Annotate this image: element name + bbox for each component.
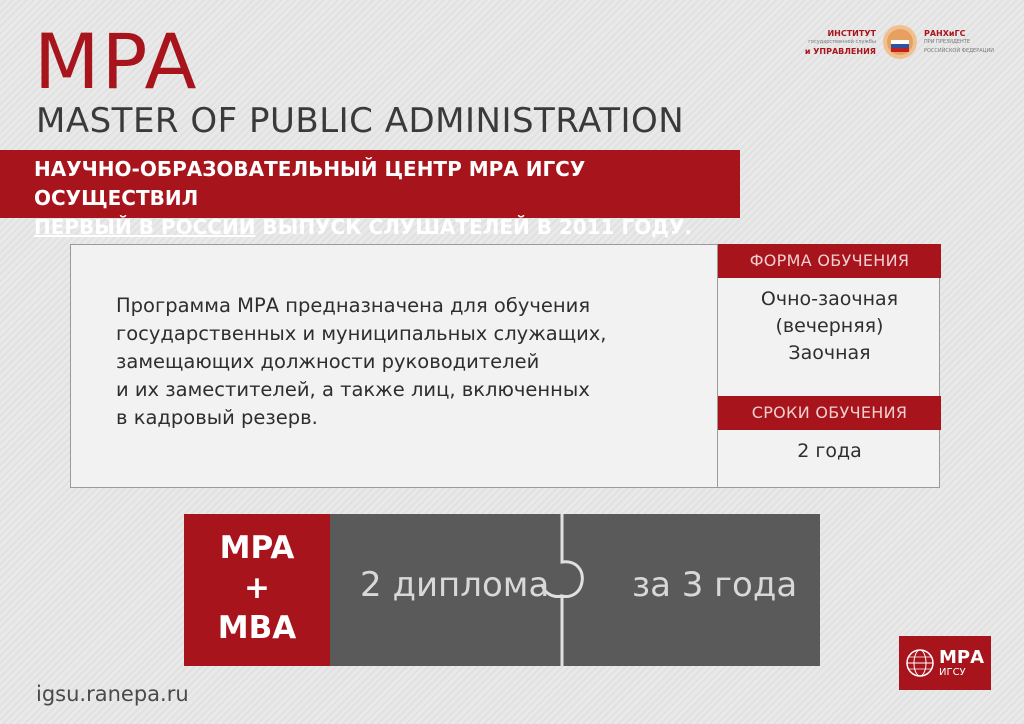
footer-url-link[interactable]: igsu.ranepa.ru <box>36 682 189 706</box>
mpa-logo-sub: ИГСУ <box>939 667 966 678</box>
description-line: государственных и муниципальных служащих, <box>116 322 607 345</box>
puzzle-piece-1-label: 2 диплома <box>360 565 550 605</box>
ranepa-line3: РОССИЙСКОЙ ФЕДЕРАЦИИ <box>923 47 994 54</box>
ranepa-name: РАНХиГС <box>923 28 966 38</box>
description-line: и их заместителей, а также лиц, включенных <box>116 378 590 401</box>
study-form-item: Заочная <box>788 342 871 364</box>
program-description <box>116 292 676 432</box>
study-form-heading: ФОРМА ОБУЧЕНИЯ <box>718 244 941 278</box>
puzzle-red-block <box>184 514 330 666</box>
study-terms-heading: СРОКИ ОБУЧЕНИЯ <box>718 396 941 430</box>
banner-line-1: НАУЧНО-ОБРАЗОВАТЕЛЬНЫЙ ЦЕНТР МРА ИГСУ ОСУЩЕСТВИЛ <box>34 157 586 210</box>
puzzle-red-line-1: MPA <box>219 530 295 566</box>
banner-underlined: ПЕРВЫЙ В РОССИИ <box>34 215 256 239</box>
puzzle-red-line-3: MBA <box>217 610 297 646</box>
puzzle-red-line-2: + <box>244 570 270 606</box>
ranepa-emblem-icon <box>882 24 918 60</box>
study-form-item: (вечерняя) <box>775 315 884 337</box>
study-details-column <box>717 244 941 488</box>
ranepa-line2: ПРИ ПРЕЗИДЕНТЕ <box>923 38 970 45</box>
study-form-item: Очно-заочная <box>760 288 899 310</box>
description-line: в кадровый резерв. <box>116 406 318 429</box>
page-subtitle: MASTER OF PUBLIC ADMINISTRATION <box>36 101 685 141</box>
headline-banner <box>0 150 740 239</box>
puzzle-graphic <box>184 514 820 666</box>
puzzle-piece-2-label: за 3 года <box>632 565 798 605</box>
mpa-logo-main: МРА <box>939 647 985 668</box>
mpa-logo-text <box>939 648 984 678</box>
institute-logo-text <box>805 29 876 56</box>
ranepa-logo-text <box>924 29 994 56</box>
institute-logo <box>805 22 994 62</box>
description-line: Программа МРА предназначена для обучения <box>116 294 591 317</box>
study-form-list <box>718 278 941 396</box>
study-terms-value: 2 года <box>797 440 862 462</box>
page-title: MPA <box>34 17 199 106</box>
institute-line3: и УПРАВЛЕНИЯ <box>804 46 876 56</box>
description-line: замещающих должности руководителей <box>116 350 540 373</box>
mpa-igsu-logo <box>899 636 991 690</box>
institute-line2: государственной службы <box>808 38 876 45</box>
banner-line-2-rest: ВЫПУСК СЛУШАТЕЛЕЙ В 2011 ГОДУ. <box>255 215 693 239</box>
institute-name: ИНСТИТУТ <box>827 28 876 38</box>
globe-icon <box>905 648 935 678</box>
banner-line-2 <box>34 213 740 242</box>
